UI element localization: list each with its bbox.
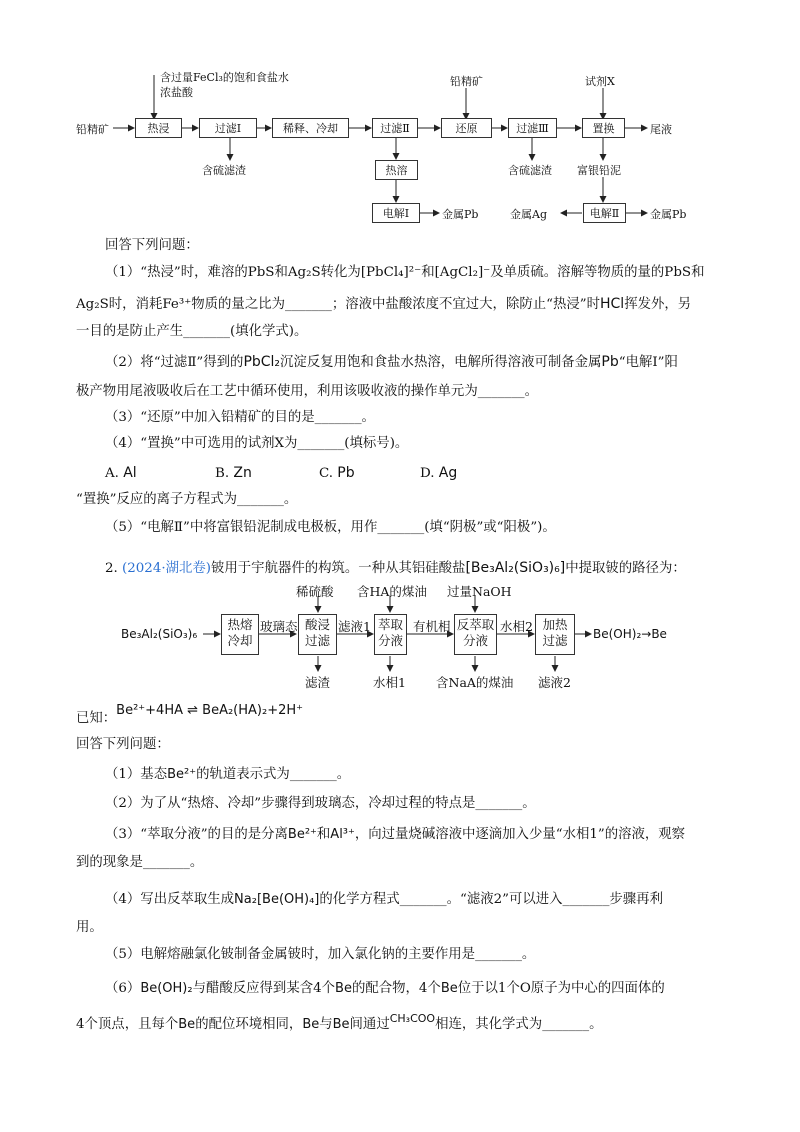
option-b: B. Zn [215, 465, 252, 481]
top-input-line2: 浓盐酸 [160, 86, 193, 99]
d2-aqueous1: 水相1 [373, 675, 406, 690]
top-input-line1: 含过量FeCl₃的饱和食盐水 [160, 71, 289, 84]
known-equation: Be²⁺+4HA ⇌ BeA₂(HA)₂+2H⁺ [116, 703, 303, 718]
option-d: D. Ag [420, 465, 458, 481]
d2-aqueous2: 水相2 [500, 619, 533, 634]
q1-p1-line3: 一目的是防止产生_______(填化学式)。 [76, 324, 308, 339]
residue-2: 含硫滤渣 [508, 164, 552, 177]
q2-p4-line1: （4）写出反萃取生成Na₂[Be(OH)₄]的化学方程式_______。“滤液2”可以进入_______步骤再利 [105, 892, 663, 907]
formula-pb: Pb [601, 354, 619, 370]
q2-p6-line1: （6）Be(OH)₂与醋酸反应得到某含4个Be的配合物，4个Be位于以1个O原子为中心的四面体的 [105, 981, 665, 996]
box-reduce: 还原 [441, 118, 492, 138]
d2-box-back-extract: 反萃取 分液 [454, 614, 497, 655]
d2-naoh: 过量NaOH [447, 584, 512, 599]
box-hot-leach: 热浸 [135, 118, 182, 138]
formula-hcl: HCl [599, 296, 625, 312]
box-filter-3: 过滤Ⅲ [508, 118, 557, 138]
q1-p2-line1: （2）将“过滤Ⅱ”得到的PbCl₂沉淀反复用饱和食盐水热溶，电解所得溶液可制备金属Pb“电解Ⅰ”阳 [105, 354, 678, 370]
q2-p4-line2: 用。 [76, 920, 103, 935]
box-filter-2: 过滤Ⅱ [372, 118, 418, 138]
q2-p2: （2）为了从“热熔、冷却”步骤得到玻璃态，冷却过程的特点是_______。 [105, 796, 536, 811]
q1-intro: 回答下列问题： [105, 238, 199, 253]
d2-box-acid-filter: 酸浸 过滤 [298, 614, 337, 655]
box-replace: 置换 [582, 118, 625, 138]
q2-stem: 2. (2024·湖北卷)铍用于宇航器件的构筑。一种从其铝硅酸盐[Be₃Al₂(SiO₃)₆]中提取铍的路径为： [105, 560, 686, 576]
q1-p5: （5）“电解Ⅱ”中将富银铅泥制成电极板，用作_______(填“阴极”或“阳极”)。 [105, 520, 556, 535]
q1-p1-line1: （1）“热浸”时，难溶的PbS和Ag₂S转化为[PbCl₄]²⁻和[AgCl₂]⁻及单质硫。溶解等物质的量的PbS和 [105, 265, 705, 280]
d2-start: Be₃Al₂(SiO₃)₆ [121, 627, 198, 641]
q2-p5: （5）电解熔融氯化铍制备金属铍时，加入氯化钠的主要作用是_______。 [105, 947, 536, 962]
q2-p3-line2: 到的现象是_______。 [76, 855, 204, 870]
d2-kerosene-ha: 含HA的煤油 [357, 584, 427, 599]
q1-p2-line2: 极产物用尾液吸收后在工艺中循环使用，利用该吸收液的操作单元为_______。 [76, 384, 538, 399]
reagent-x: 试剂X [585, 75, 615, 88]
d2-box-melt-cool: 热熔 冷却 [221, 614, 259, 655]
box-dilute-cool: 稀释、冷却 [272, 118, 349, 138]
reduce-input: 铅精矿 [450, 75, 483, 88]
q2-p6-line2: 4个顶点，且每个Be的配位环境相同，Be与Be间通过$^{CH_3COO}$相连，其化学式为_______。 [76, 1012, 603, 1032]
source-ore: 铅精矿 [76, 123, 109, 136]
option-a: A. Al [105, 465, 137, 481]
metal-pb-2: 金属Pb [650, 208, 687, 221]
d2-filtrate2: 滤液2 [538, 675, 571, 690]
metal-pb-1: 金属Pb [442, 208, 479, 221]
q2-p1: （1）基态Be²⁺的轨道表示式为_______。 [105, 767, 351, 782]
d2-organic: 有机相 [413, 619, 451, 634]
d2-glassy: 玻璃态 [260, 619, 298, 634]
q2-p3-line1: （3）“萃取分液”的目的是分离Be²⁺和Al³⁺，向过量烧碱溶液中逐滴加入少量“水相1”的溶液，观察 [105, 827, 686, 842]
question-number: 2. [105, 561, 118, 576]
d2-filtrate1: 滤液1 [338, 619, 371, 634]
q1-p4: （4）“置换”中可选用的试剂X为_______(填标号)。 [105, 436, 409, 451]
box-hot-dissolve: 热溶 [375, 160, 418, 180]
rich-silver-mud: 富银铅泥 [577, 164, 621, 177]
box-filter-1: 过滤Ⅰ [199, 118, 257, 138]
box-electrolysis-1: 电解Ⅰ [372, 203, 420, 223]
d2-box-heat-filter: 加热 过滤 [535, 614, 575, 655]
metal-ag: 金属Ag [510, 208, 547, 221]
formula-pbcl2: PbCl₂ [243, 354, 281, 370]
d2-kerosene-na: 含NaA的煤油 [436, 675, 514, 690]
formula-beryl: [Be₃Al₂(SiO₃)₆] [465, 560, 566, 576]
residue-1: 含硫滤渣 [202, 164, 246, 177]
question-source: (2024·湖北卷) [122, 561, 212, 576]
d2-sulfuric-acid: 稀硫酸 [296, 584, 334, 599]
q1-p1-line2a: Ag₂S时，消耗Fe³⁺物质的量之比为_______；溶液中盐酸浓度不宜过大，除防止“热浸”时HCl挥发外，另 [76, 296, 692, 312]
d2-residue: 滤渣 [305, 675, 331, 690]
q1-p3: （3）“还原”中加入铅精矿的目的是_______。 [105, 410, 375, 425]
q2-known: 已知：Be²⁺+4HA ⇌ BeA₂(HA)₂+2H⁺ [76, 703, 303, 726]
d2-box-extract: 萃取 分液 [374, 614, 407, 655]
tail-liquid: 尾液 [650, 123, 672, 136]
q2-intro: 回答下列问题： [76, 737, 170, 752]
box-electrolysis-2: 电解Ⅱ [583, 203, 626, 223]
d2-end: Be(OH)₂→Be [593, 627, 667, 641]
option-c: C. Pb [319, 465, 355, 481]
q1-p4b: “置换”反应的离子方程式为_______。 [76, 492, 298, 507]
